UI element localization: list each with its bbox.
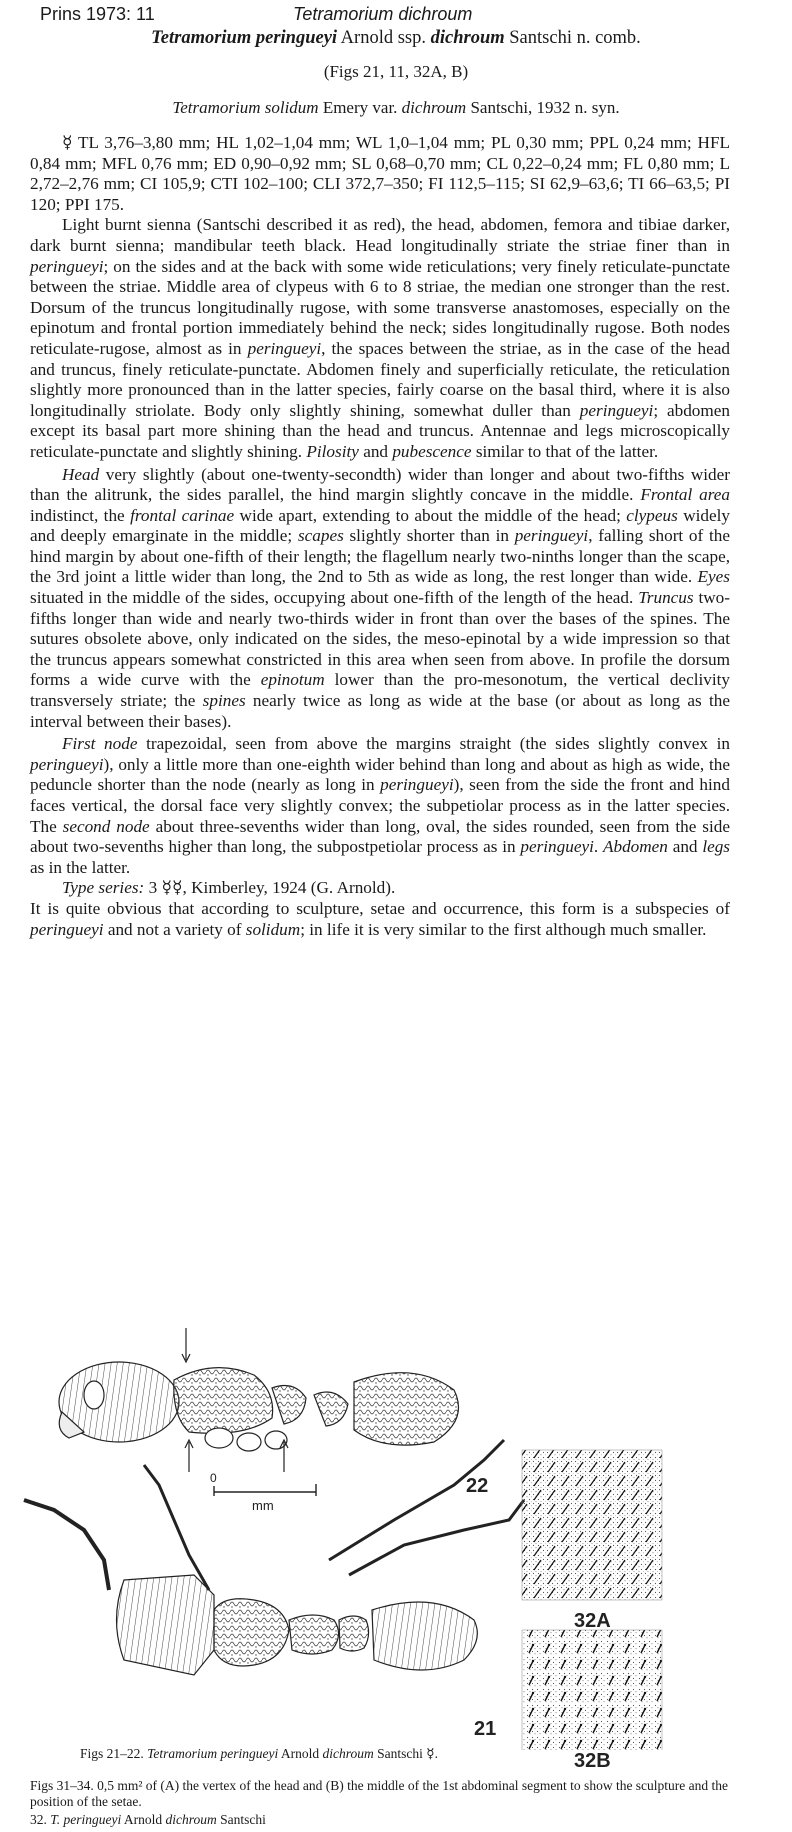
title-rest: Santschi n. comb. [504,28,641,48]
text-run: Figs 21–22. [80,1746,148,1761]
text-run: , the spaces between the striae, as in the case of the head and truncus, finely reticulate-punctate. Abdomen finely and superficially reticulate, the reticulation slightly more pronounced than in the latter species, fairly coarse on the basal third, where it is also longitudinally striolate. Body only slightly shining, somewhat duller than [30,338,730,420]
term-italic: Eyes [697,567,730,587]
term-italic: frontal carinae [130,505,235,525]
term-italic: Head [62,464,100,484]
scale-zero: 0 [210,1471,217,1485]
fig-22-label: 22 [466,1475,489,1497]
running-header-taxon: Tetramorium dichroum [293,4,473,24]
synonym-var: dichroum [401,98,467,117]
term-italic: Frontal area [640,485,730,505]
synonym-tail: Santschi, 1932 n. syn. [466,98,620,117]
text-run: lower than the pro-mesonotum, the vertical declivity transversely striate; the [30,670,730,711]
fig22-lateral-view [59,1328,459,1472]
taxon-italic: peringueyi [514,526,589,546]
fig-32b-label: 32B [574,1750,611,1772]
text-run: similar to that of the latter. [471,441,659,461]
caption-figs-31-34: Figs 31–34. 0,5 mm² of (A) the vertex of the head and (B) the middle of the 1st abdominal segment to show the sculpture and the position of the setae. [30,1778,729,1809]
synonym-name: Tetramorium solidum [172,98,319,117]
text-run: slightly shorter than in [343,526,515,546]
text-run: ), only a little more than one-eighth wider behind than long and about as high as wide, the peduncle shorter than the node (nearly as long in [30,754,730,795]
figure-reference: (Figs 21, 11, 32A, B) [323,62,469,81]
taxon-italic: dichroum [165,1812,217,1827]
term-italic: legs [702,837,730,857]
term-italic: First node [62,734,138,754]
scale-bar [210,1471,316,1513]
fig21-dorsal-view [24,1440,524,1675]
taxon-italic: peringueyi [247,338,322,358]
term-italic: scapes [297,526,344,546]
description-body [30,133,730,940]
text-run: nearly twice as long as wide at the base (or about as long as the interval between their bases). [30,691,731,731]
text-run: trapezoidal, seen from above the margins straight (the sides slightly convex in [137,734,730,754]
synonym-rest: Emery var. [318,98,402,117]
caption-figs-21-22 [80,1746,438,1762]
taxon-italic: peringueyi [520,837,594,857]
term-italic: Truncus [638,588,694,608]
taxon-italic: T. peringueyi [50,1812,122,1827]
text-run: . [593,837,603,857]
text-run: and [667,837,703,857]
text-run: Santschi ☿. [373,1746,438,1761]
taxon-title [0,28,792,49]
taxon-italic: peringueyi [30,754,104,774]
fig32a-vertex-sculpture [522,1450,662,1600]
term-italic: second node [62,816,150,836]
text-run: wide apart, extending to about the middle of the head; [234,505,627,525]
taxon-italic: Tetramorium peringueyi [147,1746,279,1761]
title-genus-species: Tetramorium peringueyi [151,28,338,48]
text-run: very slightly (about one-twenty-secondth) wider than longer and about two-fifths wider than the alitrunk, the sides parallel, the hind margin slightly concave in the middle. [30,464,730,505]
term-italic: Type series: [62,878,145,898]
text-run: ; in life it is very similar to the first although much smaller. [300,919,707,939]
text-run: situated in the middle of the sides, occupying about one-fifth of the length of the head. [30,588,639,608]
text-run: Arnold [278,1746,323,1761]
taxon-italic: peringueyi [380,775,454,795]
text-run: Arnold [121,1812,166,1827]
term-italic: pubescence [392,441,472,461]
taxon-italic: peringueyi [30,919,104,939]
text-run: 3 ☿☿, Kimberley, 1924 (G. Arnold). [144,878,396,898]
text-run: ), seen from the side the front and hind faces vertical, the dorsal face very slightly convex; the subpetiolar process as in the latter species. The [30,775,730,836]
synonym-line [0,98,792,118]
nodes-paragraph [30,734,730,878]
text-run: ; on the sides and at the back with some wide reticulations; very finely reticulate-punctate between the striae. Middle area of clypeus with 6 to 8 striae, the median one stronger than the rest. Dorsum of the truncus longitudinally rugose, with some transverse anastomoses, especially on the epinotum and frontal portion immediately behind the neck; sides longitudinally rugose. Both nodes reticulate-rugose, almost as in [30,256,730,358]
fig32b-abdomen-sculpture [522,1630,662,1750]
taxon-italic: peringueyi [30,256,104,276]
text-run: and not a variety of [103,919,246,939]
text-run: about three-sevenths wider than long, oval, the sides rounded, seen from the side about two-sevenths higher than long, the subpostpetiolar process as in [30,816,730,857]
taxon-italic: solidum [245,919,301,939]
text-run: 32. [30,1812,51,1827]
type-series-paragraph [30,878,730,899]
head-truncus-paragraph [30,465,730,733]
taxon-italic: dichroum [322,1746,374,1761]
text-run: , falling short of the hind margin by about one-fifth of their length; the flagellum nearly two-ninths longer than the scape, the 3rd joint a little wider than long, the 2nd to 5th as wide as long, the rest longer than wide. [30,526,730,587]
text-run: indistinct, the [30,505,131,525]
text-run: as in the latter. [30,857,131,877]
term-italic: epinotum [260,670,325,690]
title-author: Arnold ssp. [337,28,431,48]
term-italic: Abdomen [602,837,668,857]
term-italic: clypeus [626,505,678,525]
term-italic: spines [202,691,246,711]
text-run: widely and deeply emarginate in the middle; [30,505,730,546]
text-run: two-fifths longer than wide and nearly two-thirds wider in front than over the bases of the spines. The sutures obsolete above, only indicated on the sides, the meso-epinotal by a wide impression so that the truncus appears somewhat constricted in this area when seen from above. In profile the dorsum forms a wide curve with the [30,588,730,690]
fig-21-label: 21 [474,1718,497,1740]
figure-plate [14,1320,774,1800]
conclusion-paragraph [30,899,730,940]
text-run: Light burnt sienna (Santschi described it as red), the head, abdomen, femora and tibiae darker, dark burnt sienna; mandibular teeth black. Head longitudinally striate the striae finer than in [30,215,730,255]
fig-32a-label: 32A [574,1610,611,1632]
running-header-citation: Prins 1973: 11 [40,4,155,24]
text-run: and [358,441,393,461]
scale-unit: mm [252,1498,274,1513]
caption-fig-32 [30,1812,266,1828]
ant-drawings [14,1320,774,1750]
text-run: It is quite obvious that according to sculpture, setae and occurrence, this form is a subspecies of [30,898,730,918]
text-run: Santschi [216,1812,266,1827]
measurements-paragraph: ☿ TL 3,76–3,80 mm; HL 1,02–1,04 mm; WL 1,0–1,04 mm; PL 0,30 mm; PPL 0,24 mm; HFL 0,84 mm; MFL 0,76 mm; ED 0,90–0,92 mm; SL 0,68–0,70 mm; CL 0,22–0,24 mm; FL 0,80 mm; L 2,72–2,76 mm; CI 105,9; CTI 102–100; CLI 372,7–350; FI 112,5–115; SI 62,9–63,6; TI 66–63,5; PI 120; PPI 175. [30,133,730,214]
term-italic: Pilosity [306,441,359,461]
taxon-italic: peringueyi [579,400,654,420]
title-subspecies: dichroum [430,28,505,48]
text-run: ; abdomen except its basal part more shining than the head and truncus. Antennae and legs microscopically reticulate-punctate and slightly shining. [30,400,730,461]
colour-sculpture-paragraph [30,215,730,462]
